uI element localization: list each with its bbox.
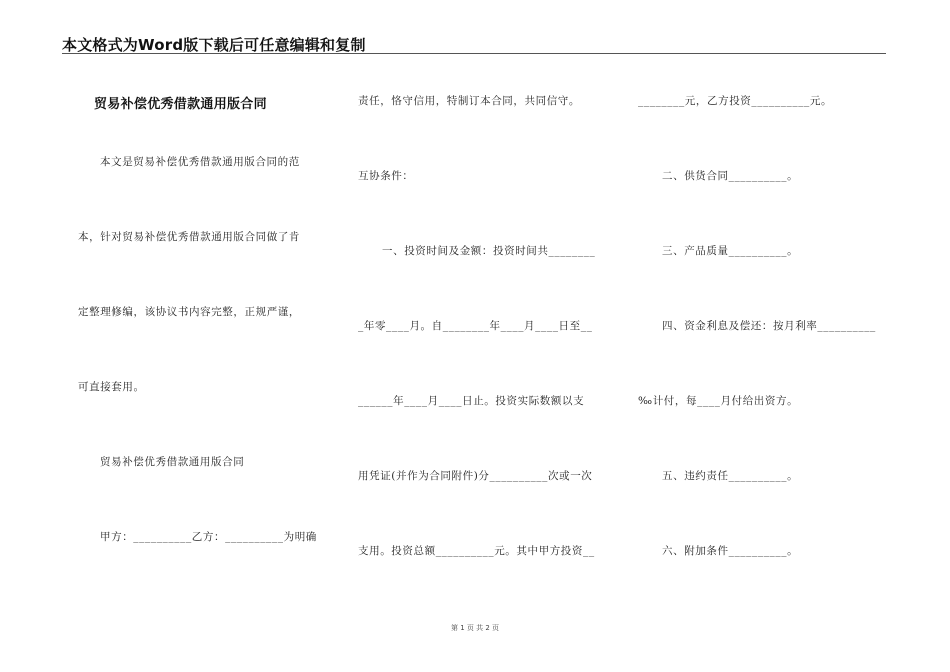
text-line: 甲方：__________乙方：__________为明确 [100,531,317,543]
text-line: 互协条件： [358,170,414,182]
text-line: 可直接套用。 [78,381,145,393]
document-title: 贸易补偿优秀借款通用版合同 [94,97,267,112]
text-line: 二、供货合同__________。 [662,170,799,182]
text-line: 定整理修编，该协议书内容完整，正规严谨， [78,306,300,318]
page-number-footer: 第 1 页 共 2 页 [450,624,500,632]
header-divider [62,53,886,54]
text-line: 一、投资时间及金额：投资时间共________ [382,245,596,257]
text-line: ______年____月____日止。投资实际数额以支 [358,395,585,407]
text-line: 五、违约责任__________。 [662,470,799,482]
text-line: ‰计付，每____月付给出资方。 [638,395,799,407]
text-line: 四、资金利息及偿还：按月利率__________ [662,320,876,332]
page-header: 本文格式为Word版下载后可任意编辑和复制 [62,36,366,54]
text-line: 三、产品质量__________。 [662,245,799,257]
text-line: 贸易补偿优秀借款通用版合同 [100,456,245,468]
text-line: 本，针对贸易补偿优秀借款通用版合同做了肯 [78,231,300,243]
text-line: 责任，恪守信用，特制订本合同，共同信守。 [358,95,580,107]
text-line: 本文是贸易补偿优秀借款通用版合同的范 [100,156,300,168]
text-line: 六、附加条件__________。 [662,545,799,557]
text-line: 支用。投资总额__________元。其中甲方投资__ [358,545,595,557]
text-line: ________元，乙方投资__________元。 [638,95,833,107]
text-line: 用凭证(并作为合同附件)分__________次或一次 [358,470,593,482]
text-line: _年零____月。自________年____月____日至__ [358,320,593,332]
